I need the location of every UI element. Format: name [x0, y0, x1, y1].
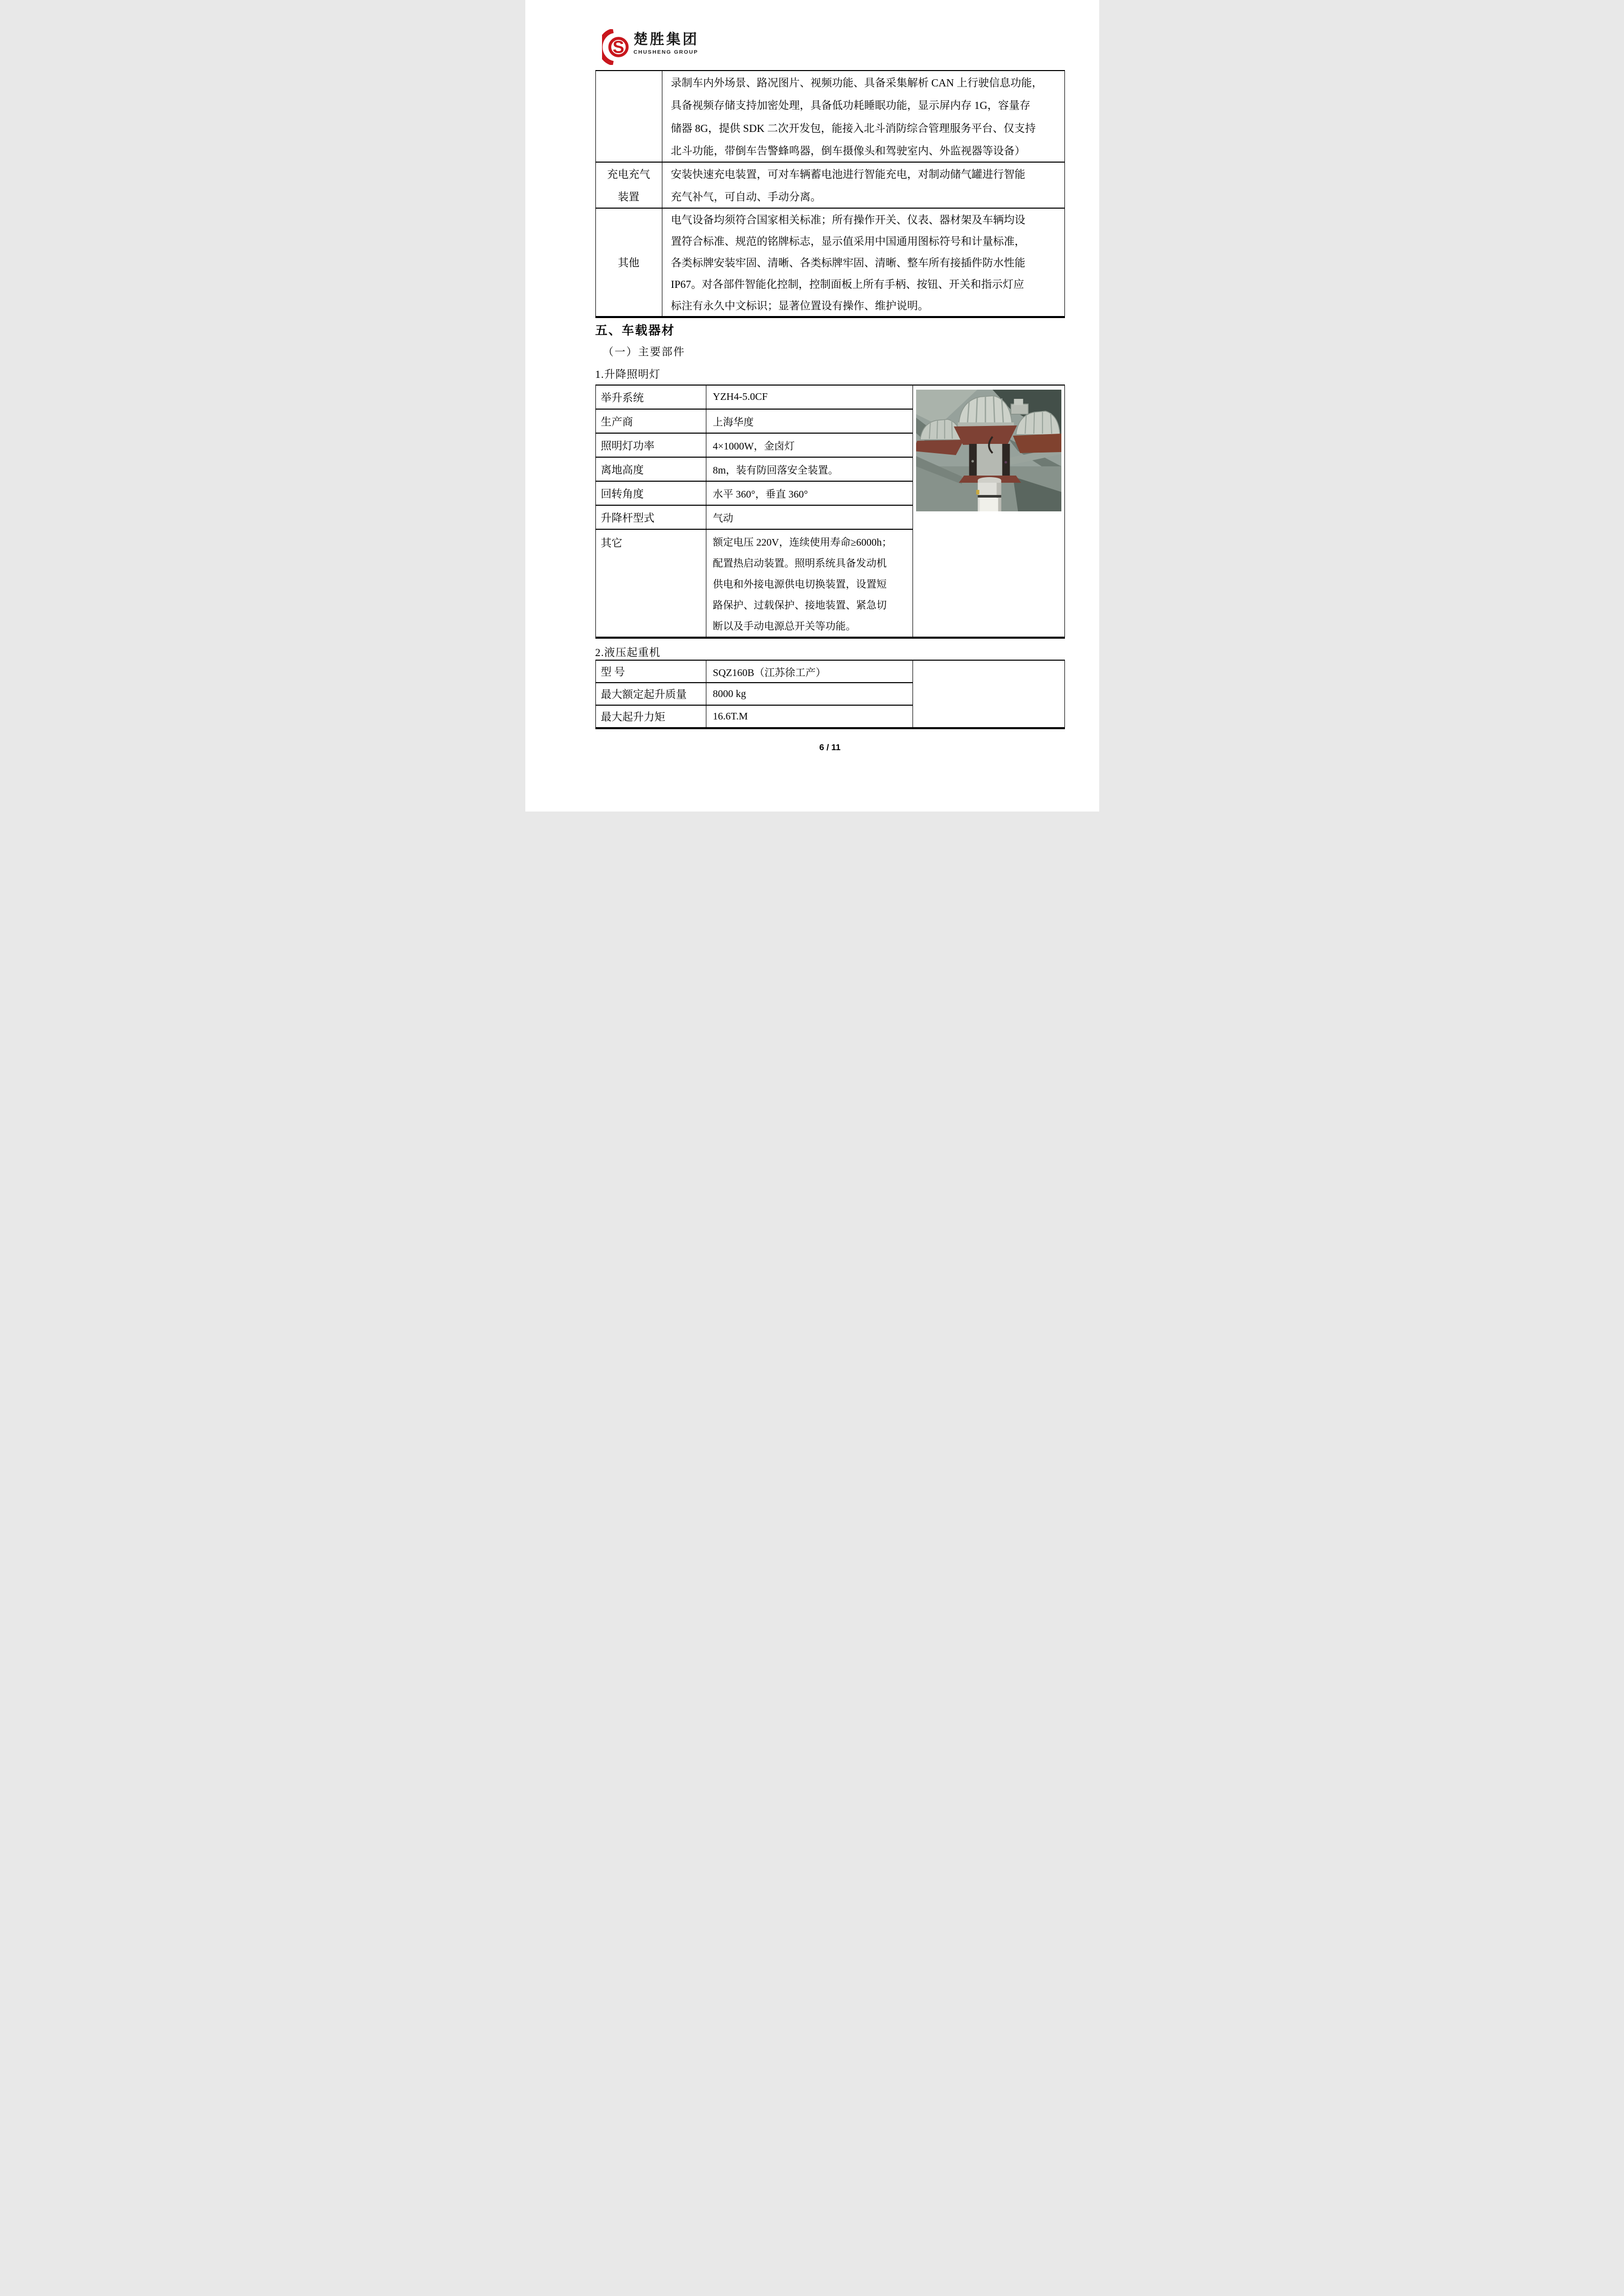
row-value: 4×1000W，金卤灯	[713, 441, 795, 452]
table-row	[596, 661, 913, 683]
chusheng-logo-icon	[602, 29, 630, 65]
table-row	[596, 209, 1064, 316]
row-value: 8000 kg	[713, 688, 746, 700]
row-value-cell	[706, 530, 913, 637]
svg-text:S: S	[612, 37, 624, 57]
row-value: 气动	[713, 513, 733, 524]
spec-text-line: 断以及手动电源总开关等功能。	[713, 621, 856, 632]
table-row	[596, 410, 913, 434]
table-row	[596, 683, 913, 706]
spec-text-line: 储器 8G，提供 SDK 二次开发包，能接入北斗消防综合管理服务平台、仅支持	[671, 122, 1036, 134]
table-row	[596, 386, 913, 410]
table-row	[596, 163, 1064, 209]
table-row	[596, 434, 913, 458]
item-heading-crane: 2.液压起重机	[595, 646, 661, 659]
table-row	[596, 71, 1064, 163]
spec-text-line: 充气补气，可自动、手动分离。	[671, 191, 821, 203]
photo-column	[913, 386, 1064, 637]
spec-text-line: 供电和外接电源供电切换装置，设置短	[713, 579, 887, 590]
page-number: 6 / 11	[819, 742, 841, 752]
spec-text-line: 电气设备均须符合国家相关标准；所有操作开关、仪表、器材架及车辆均设	[671, 214, 1026, 226]
row-label: 举升系统	[596, 386, 706, 409]
item-heading-floodlight: 1.升降照明灯	[595, 368, 661, 380]
row-value: YZH4-5.0CF	[713, 391, 768, 402]
spec-text-line: 路保护、过载保护、接地装置、紧急切	[713, 600, 887, 611]
row-label: 最大起升力矩	[596, 706, 706, 727]
section-heading: 五、车载器材	[595, 324, 675, 337]
spec-text-line: 具备视频存储支持加密处理，具备低功耗睡眠功能，显示屏内存 1G，容量存	[671, 99, 1031, 112]
row-value: 8m，装有防回落安全装置。	[713, 465, 839, 476]
row-value: SQZ160B（江苏徐工产）	[713, 667, 826, 679]
row-label: 最大额定起升质量	[596, 683, 706, 705]
spec-text-line: 北斗功能，带倒车告警蜂鸣器，倒车摄像头和驾驶室内、外监视器等设备）	[671, 144, 1026, 157]
spec-text-line: 置符合标准、规范的铭牌标志，显示值采用中国通用图标符号和计量标准，	[671, 235, 1026, 247]
row-label: 型 号	[596, 661, 706, 682]
spec-table-electrical	[595, 70, 1065, 318]
spec-text-line: 各类标牌安装牢固、清晰、各类标牌牢固、清晰、整车所有接插件防水性能	[671, 257, 1026, 269]
row-value-cell	[662, 163, 1064, 208]
spec-text-line: IP67。对各部件智能化控制，控制面板上所有手柄、按钮、开关和指示灯应	[671, 278, 1025, 290]
row-label-cell	[596, 163, 662, 208]
row-label-cell	[596, 209, 662, 316]
row-label: 回转角度	[596, 482, 706, 505]
row-label: 生产商	[596, 410, 706, 433]
row-value: 上海华度	[713, 417, 754, 428]
row-value: 水平 360°，垂直 360°	[713, 489, 808, 500]
table-left-columns	[596, 386, 913, 637]
spec-table-floodlight	[595, 385, 1065, 639]
spec-text-line: 安装快速充电装置，可对车辆蓄电池进行智能充电，对制动储气罐进行智能	[671, 168, 1026, 181]
table-row	[596, 506, 913, 530]
row-label-line: 装置	[618, 191, 639, 203]
floodlight-mast-photo	[916, 390, 1061, 511]
row-label: 照明灯功率	[596, 434, 706, 457]
table-row	[596, 706, 913, 727]
row-label-cell	[596, 71, 662, 162]
spec-text-line: 标注有永久中文标识；显著位置设有操作、维护说明。	[671, 300, 929, 312]
company-logo	[602, 29, 699, 65]
document-page	[525, 0, 1099, 812]
row-value-cell	[662, 209, 1064, 316]
row-value-cell	[662, 71, 1064, 162]
logo-en-title: CHUSHENG GROUP	[633, 49, 699, 55]
table-row	[596, 458, 913, 482]
row-label: 离地高度	[596, 458, 706, 481]
logo-text	[634, 29, 699, 55]
table-left-columns	[596, 661, 913, 727]
row-value: 16.6T.M	[713, 710, 748, 722]
spec-table-crane	[595, 660, 1065, 729]
row-label-line: 其他	[618, 257, 639, 269]
table-row	[596, 530, 913, 637]
table-row	[596, 482, 913, 506]
row-label: 升降杆型式	[596, 506, 706, 529]
row-label-line: 充电充气	[607, 168, 650, 181]
logo-cn-title: 楚胜集团	[633, 31, 699, 47]
spec-text-line: 额定电压 220V，连续使用寿命≥6000h；	[713, 537, 892, 548]
spec-text-line: 配置热启动装置。照明系统具备发动机	[713, 558, 887, 569]
subsection-heading: （一）主要部件	[603, 346, 685, 358]
empty-photo-column	[913, 661, 1064, 727]
spec-text-line: 录制车内外场景、路况图片、视频功能、具备采集解析 CAN 上行驶信息功能，	[671, 77, 1043, 89]
row-label: 其它	[596, 530, 706, 637]
